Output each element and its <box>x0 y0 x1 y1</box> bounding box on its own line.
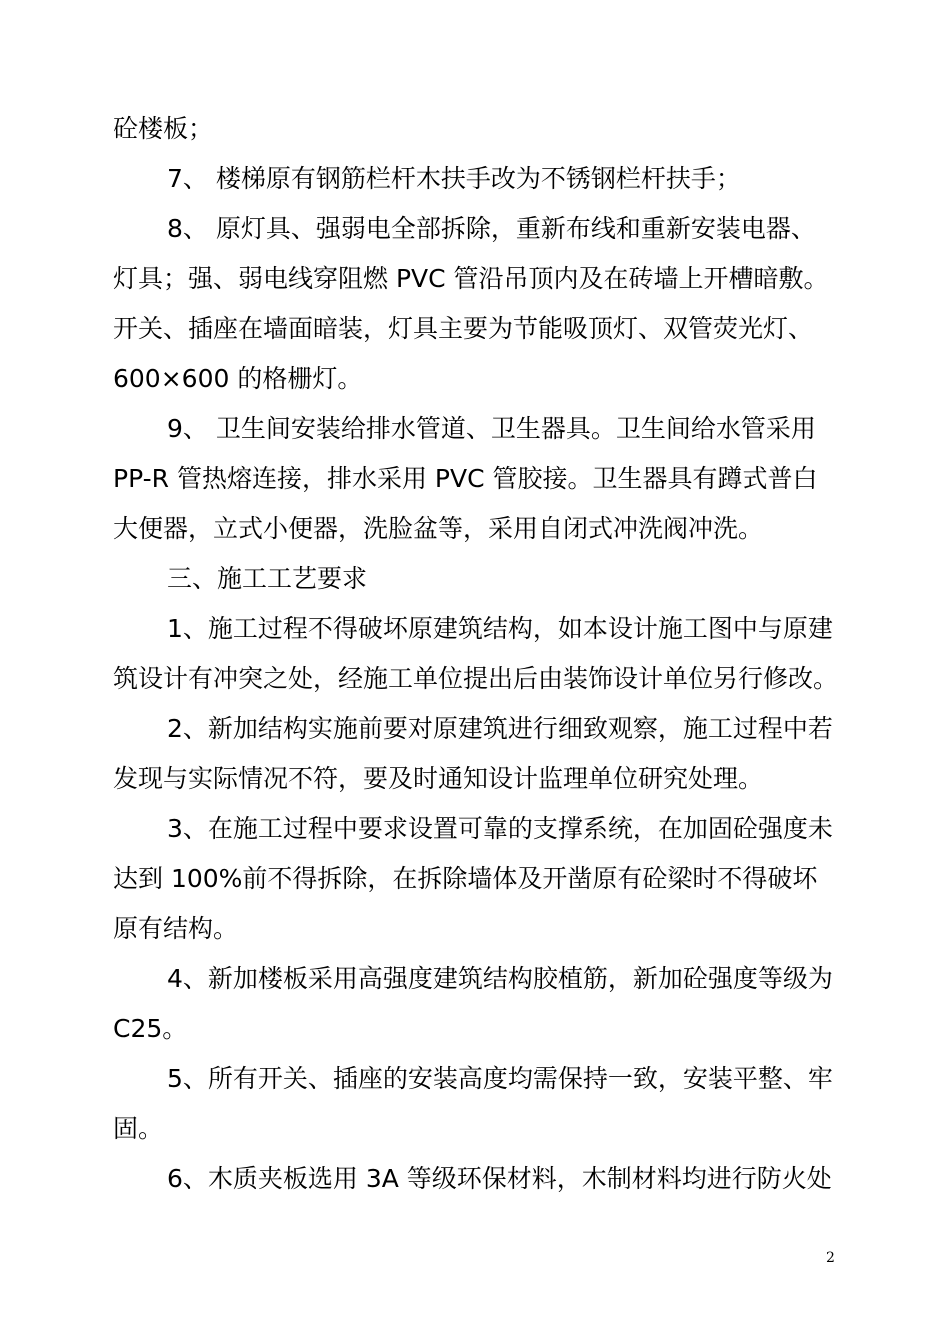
text-line: 砼楼板； <box>113 114 214 143</box>
section-heading: 三、施工工艺要求 <box>167 564 368 593</box>
text-line: 6、木质夹板选用 3A 等级环保材料，木制材料均进行防火处 <box>167 1164 832 1193</box>
text-line: C25。 <box>113 1014 188 1043</box>
text-line: 大便器，立式小便器，洗脸盆等，采用自闭式冲洗阀冲洗。 <box>113 514 764 543</box>
text-line: 筑设计有冲突之处，经施工单位提出后由装饰设计单位另行修改。 <box>113 664 839 693</box>
page-number: 2 <box>826 1250 835 1266</box>
text-line: 1、施工过程不得破坏原建筑结构，如本设计施工图中与原建 <box>167 614 833 643</box>
text-line: 灯具；强、弱电线穿阻燃 PVC 管沿吊顶内及在砖墙上开槽暗敷。 <box>113 264 829 293</box>
text-line: 600×600 的格栅灯。 <box>113 364 363 393</box>
text-line: 7、 楼梯原有钢筋栏杆木扶手改为不锈钢栏杆扶手； <box>167 164 741 193</box>
text-line: 2、新加结构实施前要对原建筑进行细致观察，施工过程中若 <box>167 714 833 743</box>
text-line: 发现与实际情况不符，要及时通知设计监理单位研究处理。 <box>113 764 764 793</box>
text-line: 8、 原灯具、强弱电全部拆除，重新布线和重新安装电器、 <box>167 214 816 243</box>
text-line: 固。 <box>113 1114 164 1143</box>
text-line: 达到 100%前不得拆除，在拆除墙体及开凿原有砼梁时不得破坏 <box>113 864 818 893</box>
text-line: 4、新加楼板采用高强度建筑结构胶植筋，新加砼强度等级为 <box>167 964 833 993</box>
text-line: 9、 卫生间安装给排水管道、卫生器具。卫生间给水管采用 <box>167 414 816 443</box>
text-line: 5、所有开关、插座的安装高度均需保持一致，安装平整、牢 <box>167 1064 833 1093</box>
document-body <box>113 104 840 1204</box>
text-line: 3、在施工过程中要求设置可靠的支撑系统，在加固砼强度未 <box>167 814 833 843</box>
text-line: 开关、插座在墙面暗装，灯具主要为节能吸顶灯、双管荧光灯、 <box>113 314 814 343</box>
text-line: 原有结构。 <box>113 914 239 943</box>
text-line: PP-R 管热熔连接，排水采用 PVC 管胶接。卫生器具有蹲式普白 <box>113 464 818 493</box>
